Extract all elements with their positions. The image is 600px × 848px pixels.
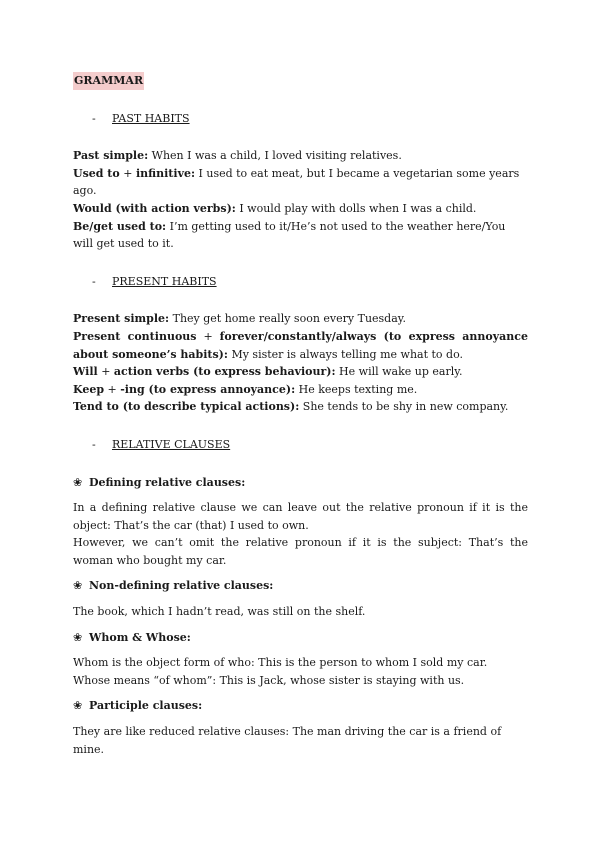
rule-example: He keeps texting me. <box>295 382 418 396</box>
list-dash: - <box>92 437 96 451</box>
rule-plus: + <box>119 166 136 180</box>
flower-bullet-icon: ❀ <box>73 579 83 593</box>
rule-example: My sister is always telling me what to do. <box>227 347 464 361</box>
rule-term: Present simple: <box>73 312 170 326</box>
rule-term: -ing (to express annoyance): <box>120 382 296 396</box>
rule-term: Would (with action verbs): <box>73 201 236 215</box>
subheading-label: Whom & Whose: <box>89 630 191 644</box>
rule-term: Tend to (to describe typical actions): <box>73 400 300 414</box>
rule-line <box>73 398 528 416</box>
past-habits-block <box>73 147 528 253</box>
rule-line <box>73 363 528 381</box>
subheading-whom-whose <box>73 629 528 647</box>
subheading-defining <box>73 474 528 492</box>
rule-term: Keep <box>73 382 105 396</box>
rule-example: He will wake up early. <box>335 365 463 379</box>
rule-example: They get home really soon every Tuesday. <box>169 312 407 326</box>
paragraph: In a defining relative clause we can leave out the relative pronoun if it is the object: That’s the car (that) I used to own. However, we can’t omit the relative pronoun if it is the subject: That’s the woman who bought my car. <box>73 501 528 567</box>
rule-term: Used to <box>73 166 120 180</box>
list-dash: - <box>92 274 96 288</box>
rule-example: I used to eat meat, but I became a vegetarian some years ago. <box>73 166 520 198</box>
rule-term: action verbs (to express behaviour): <box>113 365 336 379</box>
rule-line <box>73 381 528 399</box>
rule-example: When I was a child, I loved visiting relatives. <box>148 149 402 163</box>
rule-term: Will <box>73 365 98 379</box>
flower-bullet-icon: ❀ <box>73 475 83 489</box>
rule-example: I would play with dolls when I was a child. <box>235 201 477 215</box>
document-title: GRAMMAR <box>73 72 144 90</box>
rule-plus: + <box>196 329 220 343</box>
section-heading-label: RELATIVE CLAUSES <box>112 437 231 451</box>
rule-term: Past simple: <box>73 149 149 163</box>
rule-plus: + <box>97 365 114 379</box>
subheading-label: Non-defining relative clauses: <box>89 579 274 593</box>
subheading-label: Participle clauses: <box>89 699 203 713</box>
rule-line <box>73 147 528 165</box>
present-habits-block <box>73 310 528 416</box>
rule-term: Be/get used to: <box>73 219 167 233</box>
section-heading-relative-clauses <box>92 436 528 454</box>
rule-line <box>73 328 528 363</box>
paragraph: Whom is the object form of who: This is the person to whom I sold my car. Whose means “of whom”: This is Jack, whose sister is staying with us. <box>73 656 488 687</box>
rule-line <box>73 165 528 200</box>
rule-example: She tends to be shy in new company. <box>299 400 509 414</box>
section-heading-past-habits <box>92 110 528 128</box>
flower-bullet-icon: ❀ <box>73 699 83 713</box>
rule-plus: + <box>104 382 121 396</box>
section-heading-present-habits <box>92 273 528 291</box>
subheading-non-defining <box>73 577 528 595</box>
rule-term: infinitive: <box>135 166 196 180</box>
rule-line <box>73 310 528 328</box>
section-heading-label: PRESENT HABITS <box>112 274 217 288</box>
subheading-participle <box>73 697 528 715</box>
document-page <box>73 72 528 766</box>
flower-bullet-icon: ❀ <box>73 630 83 644</box>
paragraph: The book, which I hadn’t read, was still on the shelf. <box>73 605 366 619</box>
rule-term: Present continuous <box>73 329 197 343</box>
list-dash: - <box>92 111 96 125</box>
rule-example: I’m getting used to it/He’s not used to the weather here/You will get used to it. <box>73 219 506 251</box>
relative-clauses-block <box>73 474 528 759</box>
section-heading-label: PAST HABITS <box>112 111 190 125</box>
rule-line <box>73 218 528 253</box>
paragraph: They are like reduced relative clauses: The man driving the car is a friend of mine. <box>73 725 502 756</box>
rule-term: forever/constantly/always (to express annoyance about someone’s habits): <box>73 329 528 361</box>
rule-line <box>73 200 528 218</box>
subheading-label: Defining relative clauses: <box>89 475 246 489</box>
